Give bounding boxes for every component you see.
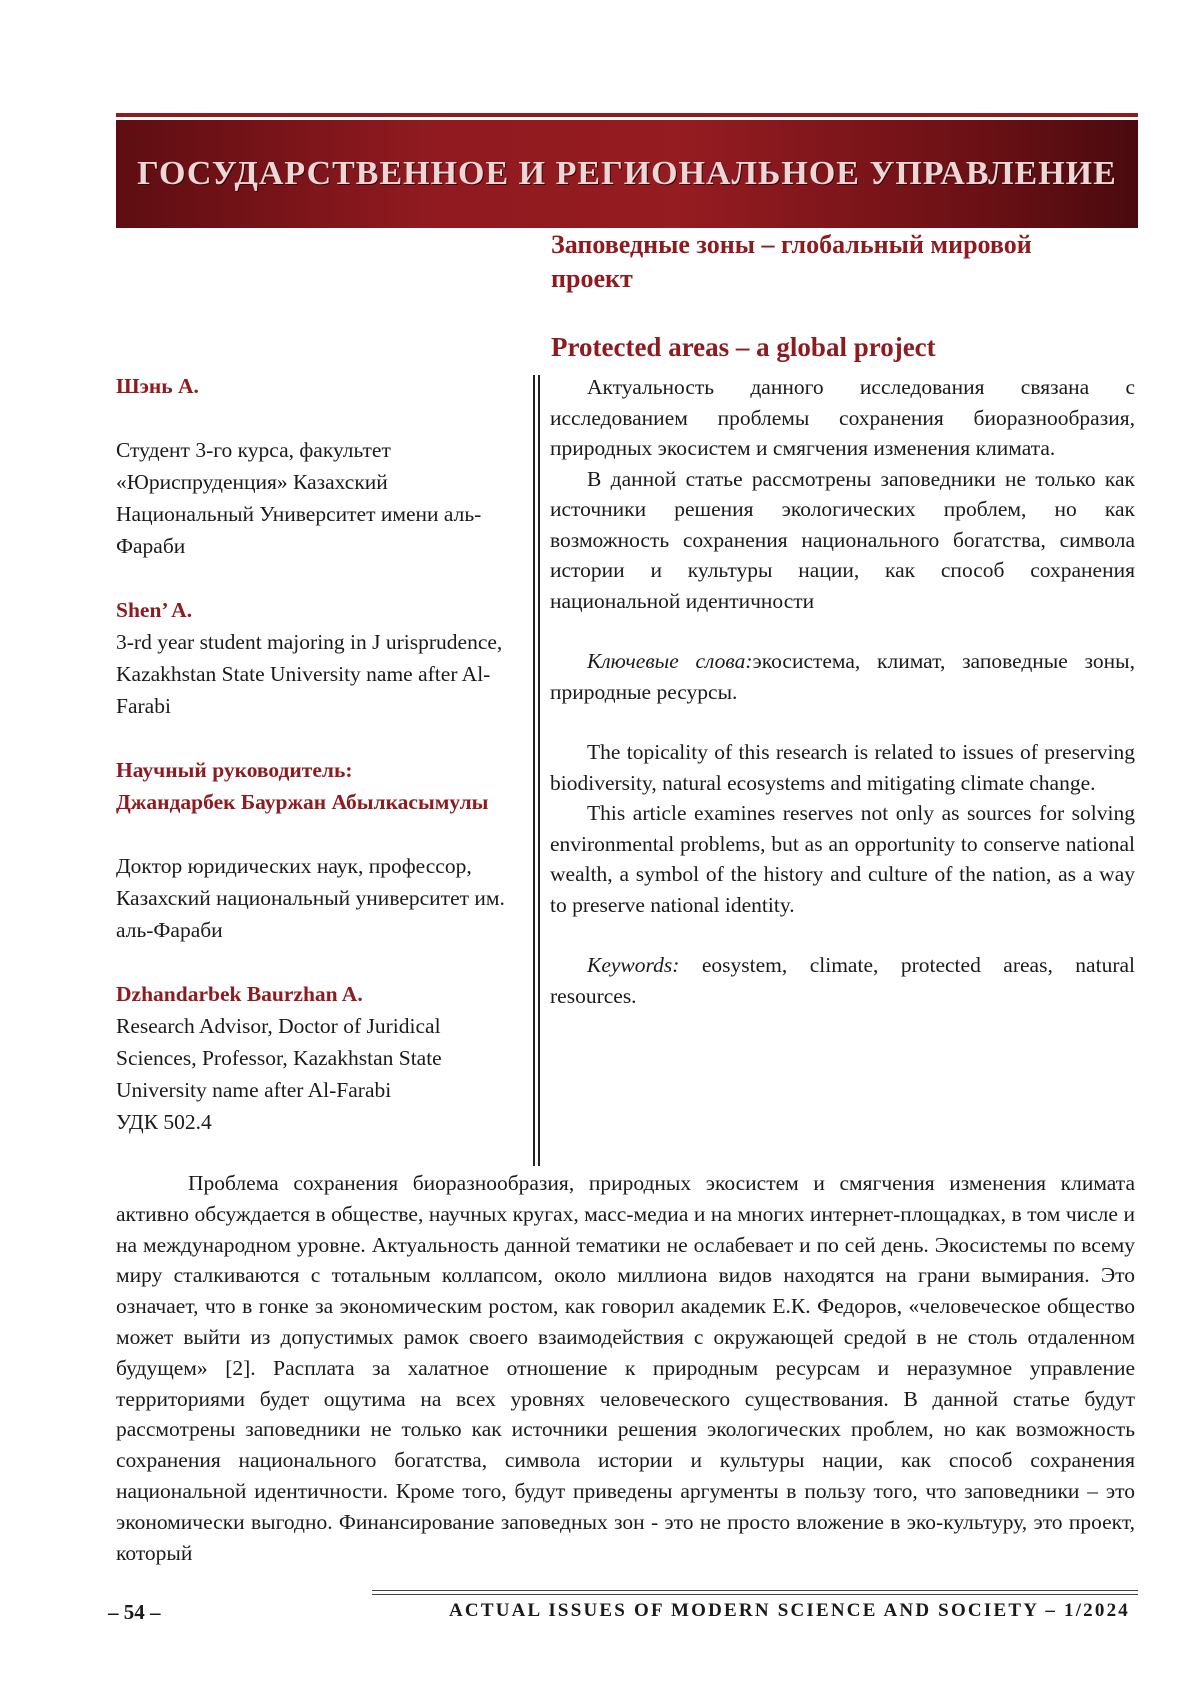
section-title: ГОСУДАРСТВЕННОЕ И РЕГИОНАЛЬНОЕ УПРАВЛЕНИЕ <box>137 155 1117 192</box>
article-title-en: Protected areas – a global project <box>551 332 936 362</box>
advisor-name-ru: Джандарбек Бауржан Абылкасымулы <box>116 790 489 814</box>
advisor-name-en: Dzhandarbek Baurzhan A. <box>116 982 363 1006</box>
author-name-ru: Шэнь А. <box>116 374 199 398</box>
advisor-affiliation-ru: Доктор юридических наук, профессор, Казахский национальный университет им. аль-Фараби <box>116 854 505 942</box>
keywords-ru <box>550 646 1135 707</box>
udc-code: УДК 502.4 <box>116 1110 212 1134</box>
author-affiliation-ru: Студент 3-го курса, факультет «Юриспруденция» Казахский Национальный Университет имени аль-Фараби <box>116 438 482 558</box>
keywords-en-label: Keywords: <box>587 953 680 977</box>
header-rule <box>116 113 1138 117</box>
article-title-ru: Заповедные зоны – глобальный мировой проект <box>551 230 1032 293</box>
body-paragraph: Проблема сохранения биоразнообразия, природных экосистем и смягчения изменения климата активно обсуждается в обществе, научных кругах, масс-медиа и на многих интернет-площадках, в том числе и на международном уровне. Актуальность данной тематики не ослабевает и по сей день. Экосистемы по всему миру сталкиваются с тотальным коллапсом, около миллиона видов находятся на грани вымирания. Это означает, что в гонке за экономическим ростом, как говорил академик Е.К. Федоров, «человеческое общество может выйти из допустимых рамок своего взаимодействия с окружающей средой в не столь отдаленном будущем» [2]. Расплата за халатное отношение к природным ресурсам и неразумное управление территориями будет ощутима на всех уровнях человеческого существования. В данной статье будут рассмотрены заповедники не только как источники решения экологических проблем, но как возможность сохранения национального богатства, символа истории и культуры нации, как способ сохранения национальной идентичности. Кроме того, будут приведены аргументы в пользу того, что заповедники – это экономически выгодно. Финансирование заповедных зон - это не просто вложение в эко-культуру, это проект, который <box>116 1171 1135 1565</box>
advisor-label: Научный руководитель: <box>116 758 353 782</box>
advisor-affiliation-en: Research Advisor, Doctor of Juridical Sciences, Professor, Kazakhstan State University name after Al-Farabi <box>116 1014 442 1102</box>
page-number: – 54 – <box>108 1600 161 1624</box>
abstract-ru-paragraph-1: Актуальность данного исследования связана с исследованием проблемы сохранения биоразнообразия, природных экосистем и смягчения изменения климата. <box>550 375 1135 460</box>
abstract-ru-paragraph-2: В данной статье рассмотрены заповедники не только как источники решения экологических проблем, но как возможность сохранения национального богатства, символа истории и культуры нации, как способ сохранения национальной идентичности <box>550 466 1135 613</box>
column-divider <box>533 375 540 1166</box>
keywords-en <box>550 950 1135 1011</box>
keywords-ru-label: Ключевые слова: <box>587 649 753 673</box>
author-info-column <box>116 370 526 1138</box>
author-affiliation-en: 3-rd year student majoring in J urisprudence, Kazakhstan State University name after Al-Farabi <box>116 630 503 718</box>
abstract-column <box>550 372 1135 1011</box>
keywords-en-text: eosystem, climate, protected areas, natural resources. <box>550 953 1135 1008</box>
abstract-en-paragraph-1: The topicality of this research is related to issues of preserving biodiversity, natural ecosystems and mitigating climate change. <box>550 740 1135 795</box>
keywords-ru-text: экосистема, климат, заповедные зоны, природные ресурсы. <box>550 649 1135 704</box>
journal-name: ACTUAL ISSUES OF MODERN SCIENCE AND SOCIETY – 1/2024 <box>449 1600 1130 1621</box>
section-banner <box>116 120 1138 228</box>
abstract-en-paragraph-2: This article examines reserves not only as sources for solving environmental problems, but as an opportunity to conserve national wealth, a symbol of the history and culture of the nation, as a way to preserve national identity. <box>550 801 1135 917</box>
footer-rule <box>372 1590 1138 1595</box>
author-name-en: Shen’ A. <box>116 598 193 622</box>
